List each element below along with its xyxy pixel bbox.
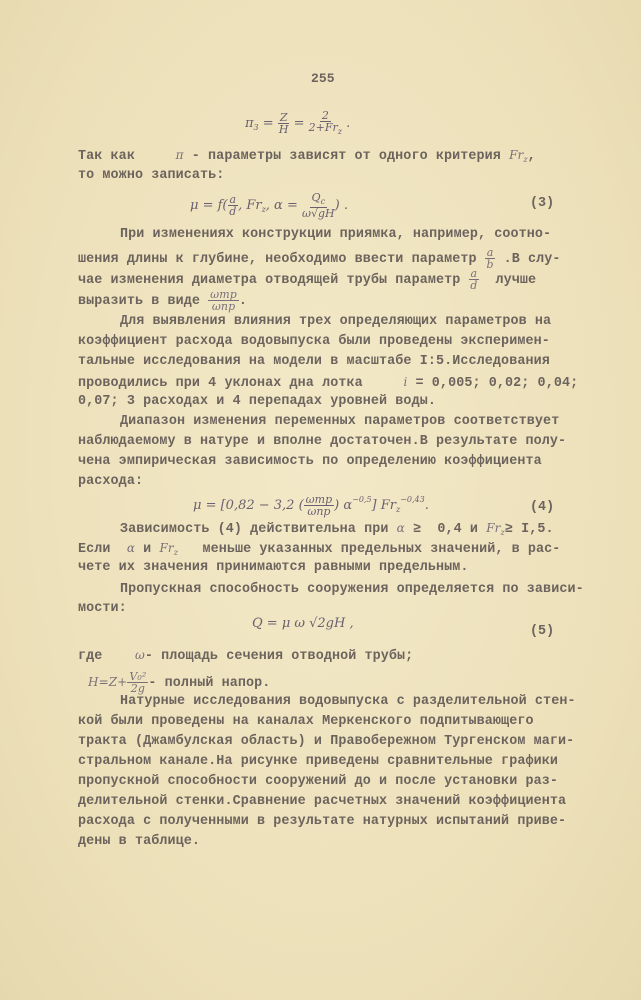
- page-number: 255: [311, 71, 335, 86]
- text-line: делительной стенки.Сравнение расчетных значений коэффициента: [78, 794, 567, 809]
- text-line: Для выявления влияния трех определяющих параметров на: [120, 314, 552, 329]
- text-line: тальные исследования на модели в масштабе I:5.Исследования: [78, 354, 550, 369]
- text-line: пропускной способности сооружений до и после установки раз-: [78, 774, 559, 789]
- equation-number: (3): [530, 196, 555, 211]
- text-line: стральном канале.На рисунке приведены сравнительные графики: [78, 754, 559, 769]
- text-line: наблюдаемому в натуре и вполне достаточен.В результате полу-: [78, 434, 567, 449]
- text-line: При изменениях конструкции приямка, например, соотно-: [120, 227, 552, 242]
- text-line: чае изменения диаметра отводящей трубы параметр $\frac{a}{d}$ лучше: [78, 267, 537, 292]
- text-line: проводились при 4 уклонах дна лотка i = 0,005; 0,02; 0,04;: [78, 375, 579, 391]
- text-line: Так как π - параметры зависят от одного критерия $Fr_z$,: [78, 148, 536, 164]
- text-line: где ω- площадь сечения отводной трубы;: [78, 648, 414, 664]
- text-line: коэффициент расхода водовыпуска были проведены эксперимен-: [78, 334, 550, 349]
- text-line: 0,07; 3 расходах и 4 перепадах уровней воды.: [78, 394, 436, 409]
- text-line: Если α и $Fr_z$ меньше указанных предельных значений, в рас-: [78, 541, 561, 557]
- text-line: расхода с полученными в результате натурных испытаний приве-: [78, 814, 567, 829]
- text-line: кой были проведены на каналах Меркенского подпитывающего: [78, 714, 534, 729]
- text-line: дены в таблице.: [78, 834, 201, 849]
- equation-3: μ = f( $\frac{a}{d}$ , $Fr_z$, α = $\frac{Q_c}{\omega√gH}$ ) .: [190, 191, 348, 220]
- text-line: Диапазон изменения переменных параметров соответствует: [120, 414, 560, 429]
- equation-number: (5): [530, 624, 555, 639]
- equation-4: μ = [0,82 − 3,2 ( $\frac{\text{ωтр}}{\text{ωпр}}$ ) $\alpha^{-0,5}$] $Fr_z^{-0,43}$.: [193, 493, 429, 518]
- text-line: расхода:: [78, 474, 144, 489]
- text-line: чете их значения принимаются равными предельным.: [78, 560, 469, 575]
- text-line: Зависимость (4) действительна при α ≥ 0,4 и $Fr_z\ge I,5$.: [120, 521, 554, 537]
- equation-pi3: $\pi_3$ = $\frac{Z}{H}$ = $\frac{2}{2+Fr_z}$ .: [245, 109, 351, 136]
- equation-5: Q = μ ω √2gH ,: [252, 616, 354, 631]
- equation-number: (4): [530, 500, 555, 515]
- text-line: мости:: [78, 601, 127, 616]
- text-line: Натурные исследования водовыпуска с разделительной стен-: [120, 694, 576, 709]
- text-line: то можно записать:: [78, 168, 225, 183]
- text-line: выразить в виде $\frac{\text{ωтр}}{\text{ωпр}}$ .: [78, 288, 248, 313]
- text-line: Пропускная способность сооружения определяется по зависи-: [120, 582, 584, 597]
- text-line: шения длины к глубине, необходимо ввести параметр $\frac{a}{b}$ .В слу-: [78, 246, 561, 271]
- text-line: чена эмпирическая зависимость по определению коэффициента: [78, 454, 542, 469]
- text-line: тракта (Джамбулская область) и Правобережном Тургенском маги-: [78, 734, 575, 749]
- text-line: H=Z+ $\frac{\text{V₀²}}{2g}$ - полный напор.: [88, 670, 271, 695]
